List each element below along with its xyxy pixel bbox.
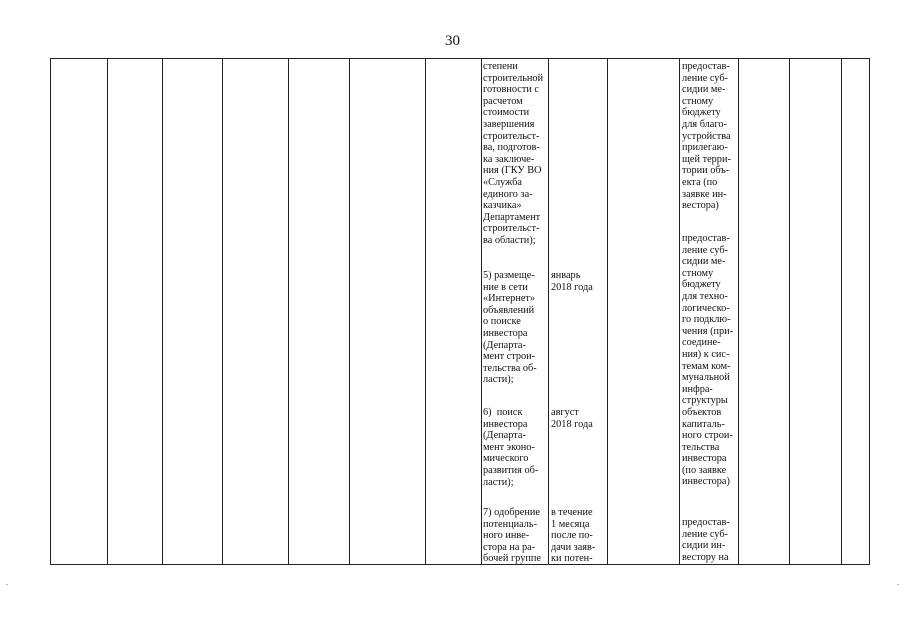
cell-text-line: ление суб- (682, 244, 728, 256)
cell-text-line: о поиске (483, 316, 521, 328)
column-border (789, 59, 790, 564)
cell-text-line: строительной (483, 72, 544, 84)
column-border (679, 59, 680, 564)
cell-text-line: развития об- (483, 464, 539, 476)
cell-text-block (551, 270, 593, 293)
cell-text-line: стному (682, 95, 714, 107)
cell-text-line: стора на ра- (483, 541, 536, 553)
column-border (349, 59, 350, 564)
cell-text-line: «Интернет» (483, 293, 536, 305)
column-border (481, 59, 482, 564)
cell-text-line: щей терри- (682, 153, 731, 165)
cell-text-line: Департамент (483, 211, 541, 223)
cell-text-block (483, 407, 538, 488)
cell-text-block (682, 61, 731, 212)
cell-text-line: завершения (483, 118, 535, 130)
cell-text-line: объектов (682, 406, 722, 418)
cell-text-block (483, 270, 537, 386)
cell-text-line: вестора) (682, 200, 719, 212)
cell-text-line: капиталь- (682, 418, 725, 430)
cell-text-line: екта (по (682, 176, 718, 188)
scan-mark (6, 584, 8, 585)
cell-text-line: ния) к сис- (682, 348, 730, 360)
cell-text-line: строительст- (483, 130, 540, 142)
cell-text-line: го подклю- (682, 314, 731, 326)
column-border (548, 59, 549, 564)
cell-text-line: соедине- (682, 337, 721, 349)
cell-text-line: мент строи- (483, 351, 536, 363)
cell-text-line: 5) размеще- (483, 270, 535, 281)
cell-text-block (551, 407, 593, 430)
column-border (841, 59, 842, 564)
cell-text-line: прилегаю- (682, 142, 728, 154)
column-border (738, 59, 739, 564)
cell-text-line: 7) одобрение (483, 507, 540, 518)
cell-text-line: 2018 года (551, 418, 593, 430)
cell-text-line: ного строи- (682, 430, 733, 442)
page-number: 30 (445, 33, 460, 49)
column-border (425, 59, 426, 564)
cell-text-line: мент эконо- (483, 441, 535, 453)
cell-text-line: бюджету (682, 107, 721, 119)
cell-text-line: строительст- (483, 223, 540, 235)
cell-text-line: готовности с (483, 84, 539, 96)
cell-text-line: инфра- (682, 383, 713, 395)
cell-text-line: мунальной (682, 372, 730, 384)
cell-text-line: предостав- (682, 61, 730, 72)
cell-text-line: бюджету (682, 279, 721, 291)
cell-text-line: устройства (682, 130, 731, 142)
cell-text-line: (по заявке (682, 464, 727, 476)
cell-text-line: чения (при- (682, 325, 734, 337)
cell-text-line: ка заключе- (483, 153, 535, 165)
cell-text-line: инвестора (483, 327, 528, 339)
cell-text-line: ласти); (483, 374, 514, 386)
cell-text-line: вестору на (682, 551, 729, 563)
cell-text-line: казчика» (483, 200, 522, 212)
cell-text-line: тельства об- (483, 362, 537, 374)
cell-text-line: «Служба (483, 176, 522, 188)
cell-text-line: ние в сети (483, 281, 528, 293)
cell-text-block (551, 507, 595, 565)
cell-text-line: (Департа- (483, 430, 526, 442)
cell-text-line: стному (682, 267, 714, 279)
cell-text-line: единого за- (483, 188, 533, 200)
cell-text-block (483, 61, 543, 247)
cell-text-line: 2018 года (551, 281, 593, 293)
cell-text-line: январь (551, 270, 581, 281)
cell-text-line: логическо- (682, 302, 730, 314)
cell-text-line: структуры (682, 395, 728, 407)
cell-text-line: в течение (551, 507, 593, 518)
cell-text-line: тории объ- (682, 165, 730, 177)
cell-text-line: потенциаль- (483, 518, 538, 530)
column-border (162, 59, 163, 564)
cell-text-line: ва области); (483, 234, 536, 246)
document-table (50, 58, 870, 565)
cell-text-line: сидии ин- (682, 540, 726, 552)
cell-text-line: после по- (551, 530, 593, 542)
cell-text-line: ласти); (483, 476, 514, 488)
cell-text-line: (Департа- (483, 339, 526, 351)
cell-text-line: стоимости (483, 107, 530, 119)
scan-mark (897, 584, 899, 585)
cell-text-line: заявке ин- (682, 188, 727, 200)
cell-text-line: расчетом (483, 95, 523, 107)
column-border (107, 59, 108, 564)
cell-text-line: объявлений (483, 304, 535, 316)
cell-text-block (483, 507, 541, 565)
cell-text-line: сидии ме- (682, 84, 726, 96)
cell-text-line: инвестора (682, 453, 727, 465)
cell-text-line: сидии ме- (682, 256, 726, 268)
cell-text-line: дачи заяв- (551, 541, 596, 553)
cell-text-line: ва, подготов- (483, 142, 540, 154)
cell-text-line: для техно- (682, 290, 728, 302)
cell-text-line: для благо- (682, 118, 727, 130)
cell-text-line: ление суб- (682, 72, 728, 84)
cell-text-block (682, 233, 733, 488)
cell-text-line: мического (483, 453, 529, 465)
cell-text-line: предостав- (682, 233, 730, 244)
cell-text-line: инвестора (483, 418, 528, 430)
cell-text-line: тельства (682, 441, 720, 453)
cell-text-line: ного инве- (483, 530, 530, 542)
cell-text-line: ки потен- (551, 553, 593, 565)
cell-text-line: предостав- (682, 517, 730, 528)
cell-text-line: ление суб- (682, 528, 728, 540)
cell-text-line: ния (ГКУ ВО (483, 165, 542, 177)
cell-text-block (682, 517, 730, 563)
cell-text-line: степени (483, 61, 518, 72)
cell-text-line: 6) поиск (483, 407, 523, 418)
column-border (222, 59, 223, 564)
cell-text-line: август (551, 407, 579, 418)
column-border (288, 59, 289, 564)
cell-text-line: 1 месяца (551, 518, 590, 530)
column-border (607, 59, 608, 564)
cell-text-line: бочей группе (483, 553, 541, 565)
cell-text-line: темам ком- (682, 360, 731, 372)
cell-text-line: инвестора) (682, 476, 730, 488)
